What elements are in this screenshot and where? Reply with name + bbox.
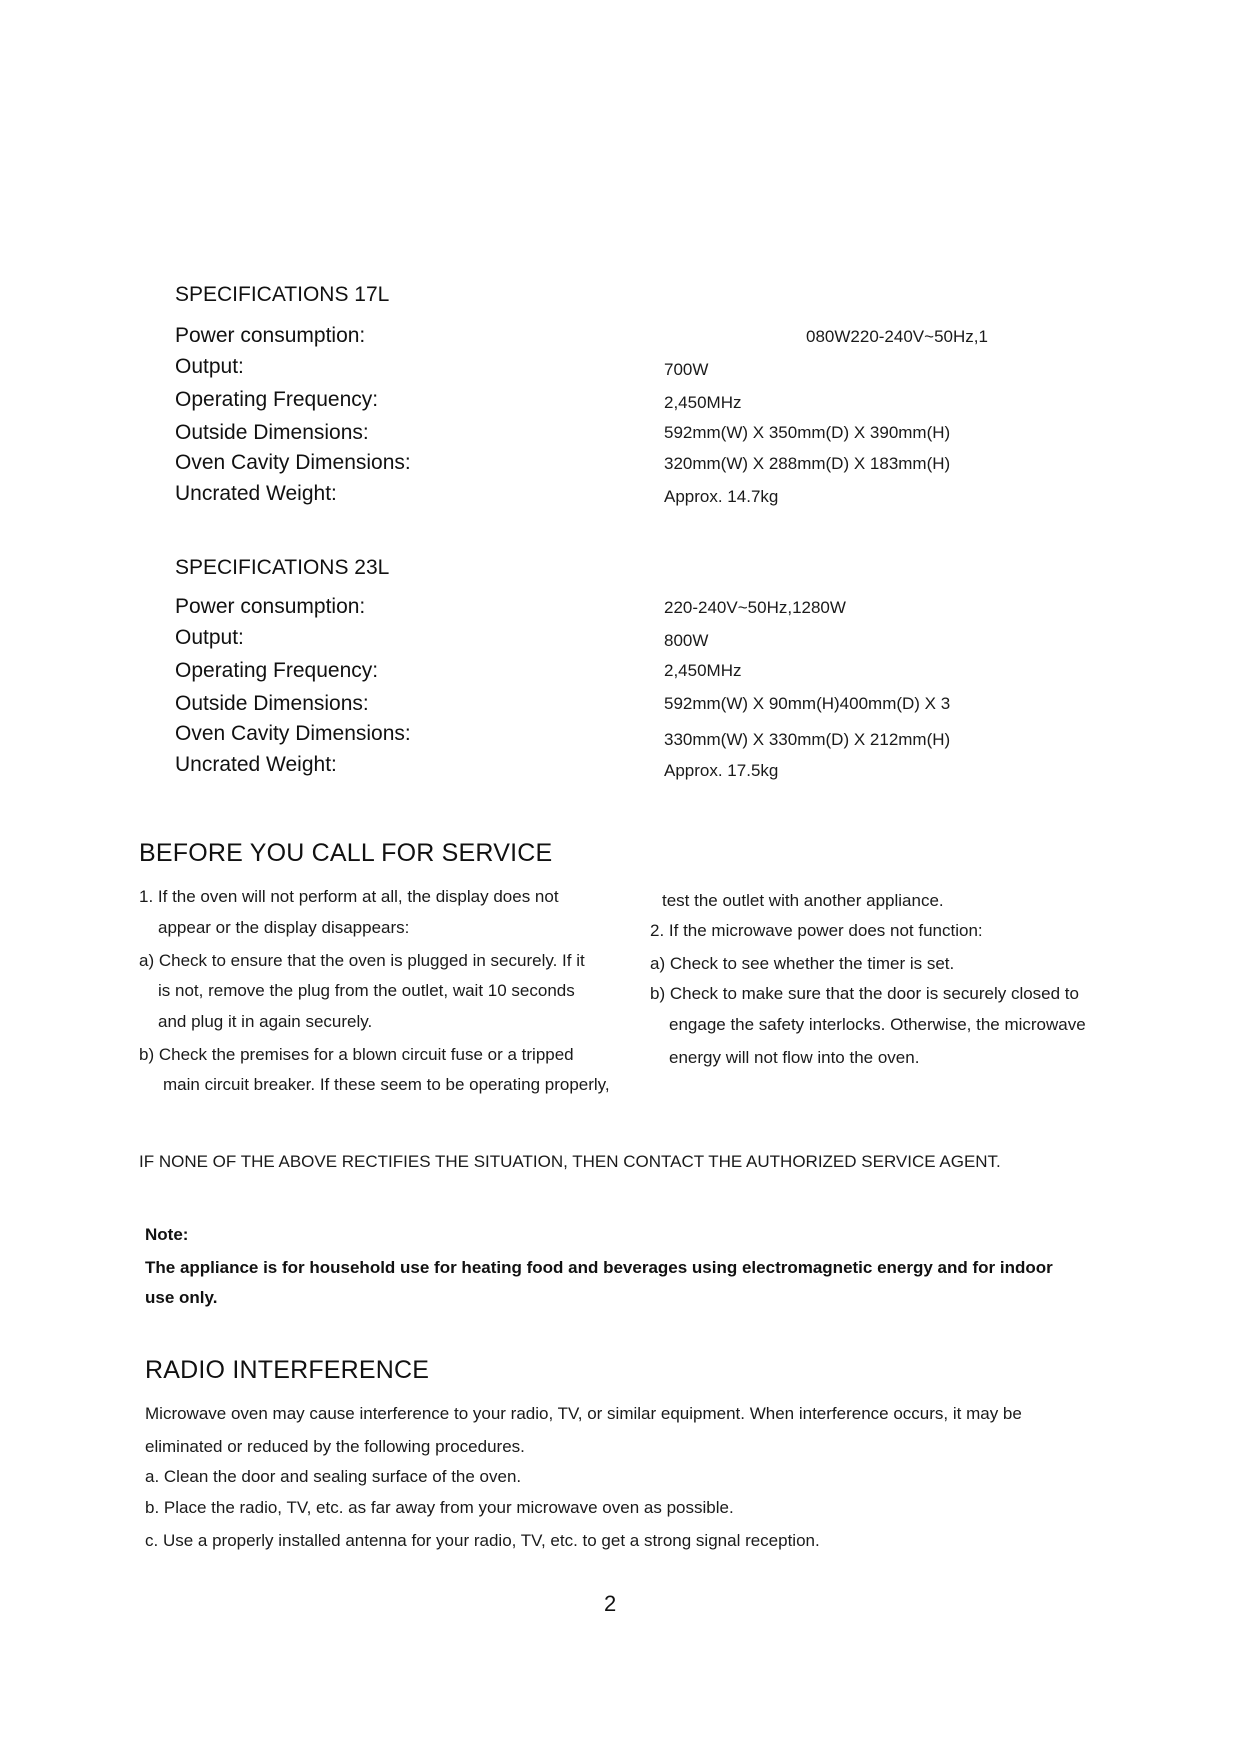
service-right-line: b) Check to make sure that the door is securely closed to — [650, 984, 1079, 1003]
spec-17l-value-cavity: 320mm(W) X 288mm(D) X 183mm(H) — [664, 454, 951, 473]
spec-23l-label-power: Power consumption: — [175, 595, 366, 618]
service-title: BEFORE YOU CALL FOR SERVICE — [139, 839, 553, 867]
service-right-line: engage the safety interlocks. Otherwise, the microwave — [669, 1015, 1086, 1034]
spec-17l-label-power: Power consumption: — [175, 324, 366, 347]
specs-23l-title: SPECIFICATIONS 23L — [175, 556, 390, 579]
spec-23l-value-weight: Approx. 17.5kg — [664, 761, 779, 780]
service-left-line: 1. If the oven will not perform at all, the display does not — [139, 887, 559, 906]
spec-23l-label-output: Output: — [175, 626, 244, 649]
radio-title: RADIO INTERFERENCE — [145, 1356, 430, 1384]
spec-17l-label-outside: Outside Dimensions: — [175, 421, 369, 444]
spec-23l-value-frequency: 2,450MHz — [664, 661, 742, 680]
spec-23l-label-outside: Outside Dimensions: — [175, 692, 369, 715]
radio-line: a. Clean the door and sealing surface of the oven. — [145, 1467, 522, 1486]
spec-17l-value-frequency: 2,450MHz — [664, 393, 742, 412]
service-right-line: 2. If the microwave power does not function: — [650, 921, 983, 940]
spec-23l-label-cavity: Oven Cavity Dimensions: — [175, 722, 411, 745]
note-text-line-1: The appliance is for household use for heating food and beverages using electromagnetic energy and for indoor — [145, 1258, 1053, 1277]
spec-23l-value-outside: 592mm(W) X 90mm(H)400mm(D) X 3 — [664, 694, 951, 713]
spec-17l-label-output: Output: — [175, 355, 244, 378]
radio-line: eliminated or reduced by the following procedures. — [145, 1437, 525, 1456]
specs-17l-title: SPECIFICATIONS 17L — [175, 283, 390, 306]
spec-23l-value-power: 220-240V~50Hz,1280W — [664, 598, 846, 617]
page-number: 2 — [604, 1591, 617, 1616]
spec-23l-value-cavity: 330mm(W) X 330mm(D) X 212mm(H) — [664, 730, 951, 749]
spec-17l-value-outside: 592mm(W) X 350mm(D) X 390mm(H) — [664, 423, 951, 442]
spec-17l-value-power: 080W220-240V~50Hz,1 — [806, 327, 988, 346]
spec-17l-label-frequency: Operating Frequency: — [175, 388, 379, 411]
spec-23l-value-output: 800W — [664, 631, 709, 650]
service-left-line: b) Check the premises for a blown circuit fuse or a tripped — [139, 1045, 574, 1064]
spec-17l-value-weight: Approx. 14.7kg — [664, 487, 779, 506]
service-left-line: is not, remove the plug from the outlet, wait 10 seconds — [158, 981, 575, 1000]
service-left-line: appear or the display disappears: — [158, 918, 410, 937]
service-left-line: main circuit breaker. If these seem to be operating properly, — [163, 1075, 610, 1094]
spec-17l-value-output: 700W — [664, 360, 709, 379]
service-left-line: a) Check to ensure that the oven is plugged in securely. If it — [139, 951, 585, 970]
radio-line: c. Use a properly installed antenna for your radio, TV, etc. to get a strong signal reception. — [145, 1531, 820, 1550]
radio-line: b. Place the radio, TV, etc. as far away from your microwave oven as possible. — [145, 1498, 734, 1517]
spec-17l-label-weight: Uncrated Weight: — [175, 482, 337, 505]
spec-23l-label-frequency: Operating Frequency: — [175, 659, 379, 682]
radio-line: Microwave oven may cause interference to your radio, TV, or similar equipment. When interference occurs, it may be — [145, 1404, 1022, 1423]
service-left-line: and plug it in again securely. — [158, 1012, 373, 1031]
spec-23l-label-weight: Uncrated Weight: — [175, 753, 337, 776]
note-label: Note: — [145, 1225, 189, 1244]
note-text-line-2: use only. — [145, 1288, 218, 1307]
service-right-line: test the outlet with another appliance. — [662, 891, 944, 910]
service-right-line: energy will not flow into the oven. — [669, 1048, 920, 1067]
service-contact-notice: IF NONE OF THE ABOVE RECTIFIES THE SITUATION, THEN CONTACT THE AUTHORIZED SERVICE AGENT. — [139, 1152, 1001, 1171]
service-right-line: a) Check to see whether the timer is set. — [650, 954, 955, 973]
spec-17l-label-cavity: Oven Cavity Dimensions: — [175, 451, 411, 474]
